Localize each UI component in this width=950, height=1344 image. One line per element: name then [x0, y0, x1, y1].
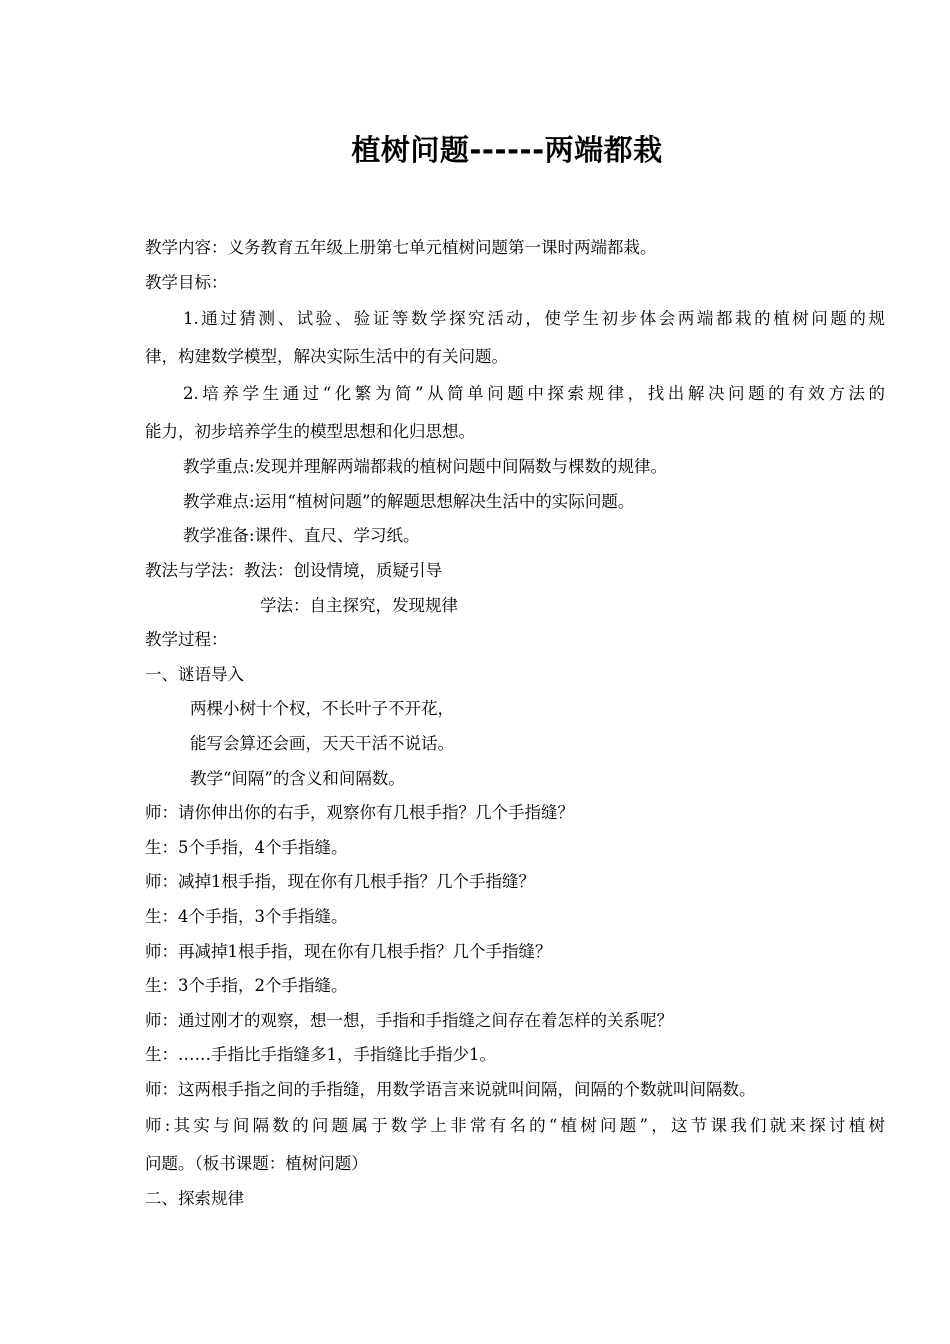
text-line: 教学“间隔”的含义和间隔数。 — [190, 768, 405, 788]
text-line: 生：3个手指，2个手指缝。 — [145, 976, 348, 996]
text-line: 教学过程： — [145, 630, 228, 650]
text-line: 教学重点:发现并理解两端都栽的植树问题中间隔数与棵数的规律。 — [183, 457, 668, 477]
text-line: 师：通过刚才的观察，想一想，手指和手指缝之间存在着怎样的关系呢？ — [145, 1010, 673, 1030]
text-line: 教学难点:运用“植树问题”的解题思想解决生活中的实际问题。 — [183, 491, 635, 511]
text-line: 教学内容：义务教育五年级上册第七单元植树问题第一课时两端都栽。 — [145, 238, 657, 257]
text-line: 1.通过猜测、试验、验证等数学探究活动，使学生初步体会两端都栽的植树问题的规 — [183, 309, 885, 329]
text-line: 教学目标： — [145, 272, 228, 292]
text-line: 生：4个手指，3个手指缝。 — [145, 906, 348, 926]
text-line: 二、探索规律 — [145, 1189, 244, 1209]
text-line: 问题。（板书课题：植树问题） — [145, 1153, 368, 1173]
text-line: 能力，初步培养学生的模型思想和化归思想。 — [145, 421, 475, 441]
document-body — [145, 231, 885, 1217]
text-line: 两棵小树十个杈，不长叶子不开花， — [190, 699, 454, 719]
text-line: 教法与学法：教法：创设情境，质疑引导 — [145, 560, 442, 580]
text-line: 教学准备:课件、直尺、学习纸。 — [183, 526, 420, 546]
text-line: 师：再减掉1根手指，现在你有几根手指？几个手指缝？ — [145, 941, 552, 961]
text-line: 师:其实与间隔数的问题属于数学上非常有名的“植树问题”，这节课我们就来探讨植树 — [145, 1116, 885, 1136]
text-line: 师：这两根手指之间的手指缝，用数学语言来说就叫间隔，间隔的个数就叫间隔数。 — [145, 1079, 756, 1099]
text-line: 2.培养学生通过“化繁为简”从简单问题中探索规律，找出解决问题的有效方法的 — [183, 384, 885, 404]
document-title: 植树问题------两端都栽 — [351, 133, 663, 167]
text-line: 生：……手指比手指缝多1，手指缝比手指少1。 — [145, 1045, 496, 1065]
text-line: 一、谜语导入 — [145, 664, 244, 684]
text-line: 师：减掉1根手指，现在你有几根手指？几个手指缝？ — [145, 872, 535, 892]
text-line: 律，构建数学模型，解决实际生活中的有关问题。 — [145, 346, 508, 366]
text-line: 师：请你伸出你的右手，观察你有几根手指？几个手指缝？ — [145, 803, 574, 823]
text-line: 能写会算还会画，天天干活不说话。 — [190, 733, 454, 753]
text-line: 生：5个手指，4个手指缝。 — [145, 837, 348, 857]
text-line: 学法：自主探究，发现规律 — [260, 595, 458, 615]
